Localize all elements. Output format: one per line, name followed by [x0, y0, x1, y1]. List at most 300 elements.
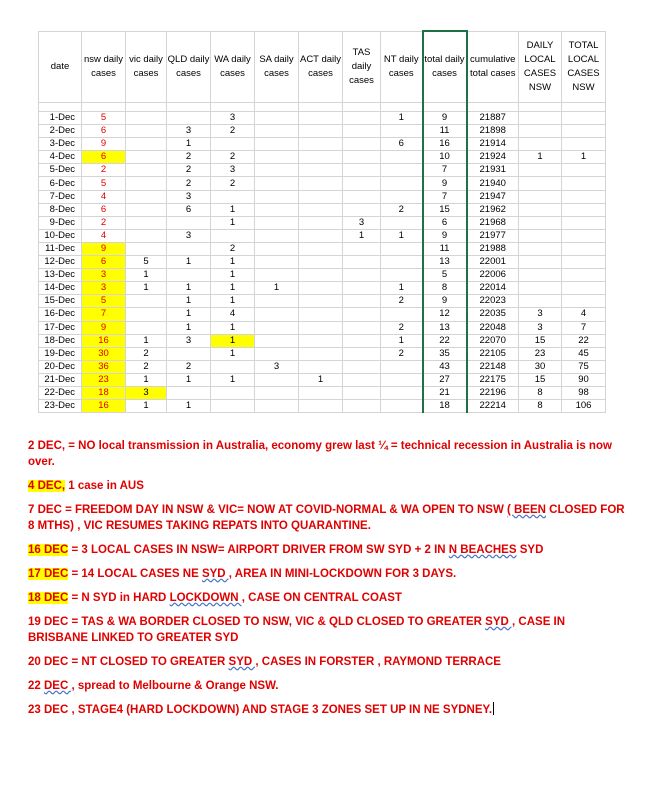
cell-tas[interactable]	[343, 282, 381, 295]
cell-act[interactable]: 1	[299, 373, 343, 386]
cell-total[interactable]: 5	[423, 269, 467, 282]
cell-total-local[interactable]	[562, 242, 606, 255]
cell-vic[interactable]	[126, 216, 167, 229]
cell-cumulative[interactable]: 21968	[467, 216, 519, 229]
cell-wa[interactable]: 1	[211, 203, 255, 216]
cell-vic[interactable]	[126, 177, 167, 190]
cell-nsw[interactable]: 16	[82, 334, 126, 347]
cell-nt[interactable]: 2	[381, 295, 423, 308]
cell-wa[interactable]: 3	[211, 112, 255, 125]
cell-total-local[interactable]: 1	[562, 151, 606, 164]
col-header-nsw[interactable]: nsw daily cases	[82, 31, 126, 103]
cell-daily-local[interactable]	[519, 164, 562, 177]
cell-cumulative[interactable]: 22006	[467, 269, 519, 282]
cell-nt[interactable]	[381, 125, 423, 138]
cell-act[interactable]	[299, 269, 343, 282]
cell-total[interactable]: 13	[423, 321, 467, 334]
cell-cumulative[interactable]: 22196	[467, 386, 519, 399]
cell-wa[interactable]: 4	[211, 308, 255, 321]
cell-cumulative[interactable]: 21940	[467, 177, 519, 190]
cell-daily-local[interactable]	[519, 242, 562, 255]
cell-date[interactable]: 21-Dec	[39, 373, 82, 386]
cell-qld[interactable]: 1	[167, 308, 211, 321]
cell-wa[interactable]: 1	[211, 373, 255, 386]
cell-total-local[interactable]: 45	[562, 347, 606, 360]
cell-total-local[interactable]	[562, 112, 606, 125]
cell-act[interactable]	[299, 125, 343, 138]
cell-cumulative[interactable]: 21924	[467, 151, 519, 164]
cell-nt[interactable]	[381, 256, 423, 269]
cell-daily-local[interactable]	[519, 216, 562, 229]
cell-qld[interactable]: 1	[167, 282, 211, 295]
cell-tas[interactable]	[343, 400, 381, 413]
cell-sa[interactable]: 1	[255, 282, 299, 295]
cell-total[interactable]: 43	[423, 360, 467, 373]
cell-date[interactable]: 19-Dec	[39, 347, 82, 360]
cell-nsw[interactable]: 2	[82, 216, 126, 229]
cell-tas[interactable]	[343, 256, 381, 269]
cell-date[interactable]: 17-Dec	[39, 321, 82, 334]
col-header-date[interactable]: date	[39, 31, 82, 103]
cell-act[interactable]	[299, 321, 343, 334]
cell-total-local[interactable]	[562, 269, 606, 282]
cell-wa[interactable]	[211, 400, 255, 413]
cell-nt[interactable]	[381, 164, 423, 177]
cell-act[interactable]	[299, 360, 343, 373]
cell-date[interactable]: 5-Dec	[39, 164, 82, 177]
cell-wa[interactable]	[211, 386, 255, 399]
cell-qld[interactable]: 2	[167, 177, 211, 190]
cell-tas[interactable]	[343, 321, 381, 334]
cell-nsw[interactable]: 23	[82, 373, 126, 386]
cell-total[interactable]: 9	[423, 229, 467, 242]
cell-vic[interactable]: 1	[126, 334, 167, 347]
cell-wa[interactable]: 2	[211, 242, 255, 255]
cell-sa[interactable]	[255, 256, 299, 269]
cell-tas[interactable]	[343, 242, 381, 255]
cell-total-local[interactable]: 22	[562, 334, 606, 347]
cell-tas[interactable]	[343, 125, 381, 138]
cell-wa[interactable]	[211, 138, 255, 151]
cell-total-local[interactable]	[562, 177, 606, 190]
cell-date[interactable]: 13-Dec	[39, 269, 82, 282]
cell-date[interactable]: 3-Dec	[39, 138, 82, 151]
cell-act[interactable]	[299, 400, 343, 413]
cell-tas[interactable]	[343, 334, 381, 347]
cell-vic[interactable]	[126, 229, 167, 242]
cell-vic[interactable]: 1	[126, 373, 167, 386]
cell-daily-local[interactable]: 15	[519, 373, 562, 386]
cell-qld[interactable]: 1	[167, 256, 211, 269]
cell-sa[interactable]	[255, 164, 299, 177]
cell-total-local[interactable]	[562, 190, 606, 203]
cell-sa[interactable]	[255, 269, 299, 282]
cell-vic[interactable]: 5	[126, 256, 167, 269]
cell-daily-local[interactable]	[519, 112, 562, 125]
col-header-wa[interactable]: WA daily cases	[211, 31, 255, 103]
cell-sa[interactable]	[255, 242, 299, 255]
col-header-daily-local[interactable]: DAILY LOCAL CASES NSW	[519, 31, 562, 103]
cell-total[interactable]: 9	[423, 112, 467, 125]
cell-qld[interactable]	[167, 269, 211, 282]
cell-date[interactable]: 2-Dec	[39, 125, 82, 138]
cell-sa[interactable]	[255, 138, 299, 151]
cell-nt[interactable]	[381, 400, 423, 413]
cell-qld[interactable]: 3	[167, 229, 211, 242]
cell-vic[interactable]	[126, 151, 167, 164]
cell-qld[interactable]: 1	[167, 373, 211, 386]
cell-nt[interactable]	[381, 216, 423, 229]
cell-total-local[interactable]: 106	[562, 400, 606, 413]
cell-nt[interactable]	[381, 190, 423, 203]
cell-total[interactable]: 11	[423, 242, 467, 255]
cell-total[interactable]: 9	[423, 295, 467, 308]
cell-vic[interactable]: 2	[126, 347, 167, 360]
cell-total[interactable]: 22	[423, 334, 467, 347]
cell-cumulative[interactable]: 22175	[467, 373, 519, 386]
cell-nt[interactable]: 1	[381, 334, 423, 347]
cell-nsw[interactable]: 4	[82, 229, 126, 242]
cell-act[interactable]	[299, 112, 343, 125]
cell-act[interactable]	[299, 242, 343, 255]
cell-wa[interactable]: 3	[211, 164, 255, 177]
cell-nsw[interactable]: 6	[82, 125, 126, 138]
cell-total-local[interactable]	[562, 256, 606, 269]
cell-nt[interactable]: 6	[381, 138, 423, 151]
cell-daily-local[interactable]	[519, 295, 562, 308]
cell-nt[interactable]	[381, 151, 423, 164]
cell-cumulative[interactable]: 22035	[467, 308, 519, 321]
cell-wa[interactable]: 2	[211, 125, 255, 138]
cell-sa[interactable]	[255, 347, 299, 360]
cell-nt[interactable]	[381, 360, 423, 373]
cell-sa[interactable]	[255, 334, 299, 347]
col-header-nt[interactable]: NT daily cases	[381, 31, 423, 103]
cell-daily-local[interactable]: 8	[519, 386, 562, 399]
cell-nt[interactable]: 2	[381, 347, 423, 360]
cell-daily-local[interactable]	[519, 190, 562, 203]
cell-nsw[interactable]: 16	[82, 400, 126, 413]
cell-nt[interactable]: 2	[381, 321, 423, 334]
cell-qld[interactable]: 3	[167, 334, 211, 347]
cell-act[interactable]	[299, 151, 343, 164]
cell-qld[interactable]	[167, 242, 211, 255]
cell-total-local[interactable]	[562, 229, 606, 242]
cell-vic[interactable]	[126, 308, 167, 321]
cell-wa[interactable]: 1	[211, 269, 255, 282]
cell-total[interactable]: 35	[423, 347, 467, 360]
cell-date[interactable]: 16-Dec	[39, 308, 82, 321]
cell-qld[interactable]: 2	[167, 151, 211, 164]
cell-act[interactable]	[299, 229, 343, 242]
cell-qld[interactable]	[167, 216, 211, 229]
cell-tas[interactable]: 3	[343, 216, 381, 229]
cell-total[interactable]: 10	[423, 151, 467, 164]
col-header-tas[interactable]: TAS daily cases	[343, 31, 381, 103]
cell-tas[interactable]	[343, 112, 381, 125]
cell-cumulative[interactable]: 22070	[467, 334, 519, 347]
cell-date[interactable]: 23-Dec	[39, 400, 82, 413]
cell-total[interactable]: 11	[423, 125, 467, 138]
cell-qld[interactable]: 3	[167, 125, 211, 138]
cell-date[interactable]: 9-Dec	[39, 216, 82, 229]
cell-wa[interactable]: 1	[211, 347, 255, 360]
cell-wa[interactable]: 2	[211, 177, 255, 190]
cell-nsw[interactable]: 3	[82, 269, 126, 282]
cell-qld[interactable]: 2	[167, 360, 211, 373]
cell-act[interactable]	[299, 308, 343, 321]
cell-tas[interactable]	[343, 151, 381, 164]
cell-tas[interactable]	[343, 373, 381, 386]
cell-total-local[interactable]: 7	[562, 321, 606, 334]
cell-cumulative[interactable]: 21962	[467, 203, 519, 216]
cell-total[interactable]: 9	[423, 177, 467, 190]
cell-daily-local[interactable]	[519, 269, 562, 282]
cell-total[interactable]: 18	[423, 400, 467, 413]
cell-total-local[interactable]	[562, 282, 606, 295]
cell-sa[interactable]	[255, 308, 299, 321]
cell-nsw[interactable]: 3	[82, 282, 126, 295]
cell-date[interactable]: 20-Dec	[39, 360, 82, 373]
cell-cumulative[interactable]: 21898	[467, 125, 519, 138]
cell-nsw[interactable]: 7	[82, 308, 126, 321]
cell-vic[interactable]: 1	[126, 400, 167, 413]
cell-total-local[interactable]	[562, 164, 606, 177]
cell-nsw[interactable]: 36	[82, 360, 126, 373]
cell-daily-local[interactable]	[519, 125, 562, 138]
cell-date[interactable]: 12-Dec	[39, 256, 82, 269]
cell-nsw[interactable]: 18	[82, 386, 126, 399]
cell-total-local[interactable]: 4	[562, 308, 606, 321]
cell-cumulative[interactable]: 21887	[467, 112, 519, 125]
cell-wa[interactable]: 1	[211, 295, 255, 308]
cell-vic[interactable]: 2	[126, 360, 167, 373]
cell-cumulative[interactable]: 21914	[467, 138, 519, 151]
cell-total[interactable]: 27	[423, 373, 467, 386]
cell-qld[interactable]: 1	[167, 321, 211, 334]
cell-sa[interactable]	[255, 112, 299, 125]
cell-cumulative[interactable]: 22105	[467, 347, 519, 360]
cell-wa[interactable]: 1	[211, 256, 255, 269]
cell-tas[interactable]	[343, 190, 381, 203]
cell-sa[interactable]	[255, 216, 299, 229]
cell-cumulative[interactable]: 22048	[467, 321, 519, 334]
cell-total-local[interactable]: 90	[562, 373, 606, 386]
cell-act[interactable]	[299, 282, 343, 295]
cell-nt[interactable]	[381, 242, 423, 255]
col-header-cumulative[interactable]: cumulative total cases	[467, 31, 519, 103]
cell-vic[interactable]	[126, 295, 167, 308]
cell-nsw[interactable]: 9	[82, 138, 126, 151]
cell-sa[interactable]	[255, 400, 299, 413]
cell-sa[interactable]	[255, 373, 299, 386]
cell-sa[interactable]	[255, 203, 299, 216]
cell-tas[interactable]	[343, 386, 381, 399]
cell-cumulative[interactable]: 21988	[467, 242, 519, 255]
col-header-sa[interactable]: SA daily cases	[255, 31, 299, 103]
cell-nt[interactable]: 1	[381, 229, 423, 242]
cell-date[interactable]: 1-Dec	[39, 112, 82, 125]
cell-sa[interactable]	[255, 295, 299, 308]
cell-date[interactable]: 10-Dec	[39, 229, 82, 242]
cell-total[interactable]: 7	[423, 190, 467, 203]
cell-total[interactable]: 7	[423, 164, 467, 177]
cell-sa[interactable]	[255, 125, 299, 138]
cell-cumulative[interactable]: 21947	[467, 190, 519, 203]
cell-daily-local[interactable]: 3	[519, 321, 562, 334]
cell-nt[interactable]	[381, 386, 423, 399]
cell-date[interactable]: 15-Dec	[39, 295, 82, 308]
cell-date[interactable]: 4-Dec	[39, 151, 82, 164]
cell-wa[interactable]: 1	[211, 282, 255, 295]
cell-nsw[interactable]: 5	[82, 177, 126, 190]
col-header-qld[interactable]: QLD daily cases	[167, 31, 211, 103]
cell-date[interactable]: 7-Dec	[39, 190, 82, 203]
cell-total-local[interactable]: 98	[562, 386, 606, 399]
cell-tas[interactable]	[343, 308, 381, 321]
cell-tas[interactable]	[343, 203, 381, 216]
cell-tas[interactable]	[343, 138, 381, 151]
cell-vic[interactable]	[126, 164, 167, 177]
cell-nsw[interactable]: 6	[82, 256, 126, 269]
cell-nt[interactable]: 2	[381, 203, 423, 216]
cell-vic[interactable]	[126, 112, 167, 125]
cell-nsw[interactable]: 5	[82, 295, 126, 308]
cell-sa[interactable]	[255, 177, 299, 190]
cell-vic[interactable]	[126, 321, 167, 334]
cell-tas[interactable]	[343, 269, 381, 282]
cell-cumulative[interactable]: 21931	[467, 164, 519, 177]
cell-tas[interactable]	[343, 347, 381, 360]
cell-vic[interactable]	[126, 138, 167, 151]
cell-nt[interactable]	[381, 373, 423, 386]
cell-total-local[interactable]	[562, 125, 606, 138]
cell-vic[interactable]: 3	[126, 386, 167, 399]
cell-daily-local[interactable]	[519, 203, 562, 216]
cell-daily-local[interactable]: 3	[519, 308, 562, 321]
cell-wa[interactable]	[211, 229, 255, 242]
cell-nsw[interactable]: 2	[82, 164, 126, 177]
cell-daily-local[interactable]: 30	[519, 360, 562, 373]
cell-nt[interactable]	[381, 269, 423, 282]
cell-wa[interactable]	[211, 190, 255, 203]
cell-tas[interactable]	[343, 164, 381, 177]
cell-nt[interactable]: 1	[381, 112, 423, 125]
cell-cumulative[interactable]: 21977	[467, 229, 519, 242]
cell-total-local[interactable]	[562, 138, 606, 151]
cell-vic[interactable]: 1	[126, 282, 167, 295]
cell-daily-local[interactable]	[519, 256, 562, 269]
cell-act[interactable]	[299, 386, 343, 399]
cell-act[interactable]	[299, 216, 343, 229]
cell-qld[interactable]: 1	[167, 400, 211, 413]
cell-tas[interactable]	[343, 177, 381, 190]
cell-daily-local[interactable]: 23	[519, 347, 562, 360]
cell-act[interactable]	[299, 190, 343, 203]
cell-wa[interactable]	[211, 360, 255, 373]
cell-qld[interactable]: 6	[167, 203, 211, 216]
cell-act[interactable]	[299, 203, 343, 216]
cell-wa[interactable]: 2	[211, 151, 255, 164]
col-header-vic[interactable]: vic daily cases	[126, 31, 167, 103]
cell-act[interactable]	[299, 347, 343, 360]
cell-vic[interactable]: 1	[126, 269, 167, 282]
cell-nsw[interactable]: 5	[82, 112, 126, 125]
cell-wa[interactable]: 1	[211, 216, 255, 229]
cell-total-local[interactable]	[562, 216, 606, 229]
cell-wa[interactable]: 1	[211, 334, 255, 347]
cell-nsw[interactable]: 30	[82, 347, 126, 360]
cell-nsw[interactable]: 4	[82, 190, 126, 203]
cell-nsw[interactable]: 6	[82, 151, 126, 164]
cell-vic[interactable]	[126, 203, 167, 216]
cell-cumulative[interactable]: 22001	[467, 256, 519, 269]
cell-wa[interactable]: 1	[211, 321, 255, 334]
cell-qld[interactable]: 3	[167, 190, 211, 203]
col-header-total[interactable]: total daily cases	[423, 31, 467, 103]
cell-date[interactable]: 14-Dec	[39, 282, 82, 295]
cell-total[interactable]: 21	[423, 386, 467, 399]
cell-tas[interactable]	[343, 295, 381, 308]
cell-total-local[interactable]	[562, 203, 606, 216]
cell-sa[interactable]	[255, 321, 299, 334]
cell-daily-local[interactable]	[519, 229, 562, 242]
cell-total-local[interactable]	[562, 295, 606, 308]
cell-act[interactable]	[299, 164, 343, 177]
cell-daily-local[interactable]: 8	[519, 400, 562, 413]
cell-date[interactable]: 11-Dec	[39, 242, 82, 255]
cell-daily-local[interactable]	[519, 282, 562, 295]
cell-total[interactable]: 12	[423, 308, 467, 321]
cell-vic[interactable]	[126, 125, 167, 138]
cell-tas[interactable]: 1	[343, 229, 381, 242]
cell-daily-local[interactable]	[519, 177, 562, 190]
cell-total[interactable]: 6	[423, 216, 467, 229]
cell-sa[interactable]	[255, 190, 299, 203]
cell-qld[interactable]: 1	[167, 295, 211, 308]
cell-act[interactable]	[299, 334, 343, 347]
cell-qld[interactable]	[167, 112, 211, 125]
cell-cumulative[interactable]: 22214	[467, 400, 519, 413]
cell-act[interactable]	[299, 177, 343, 190]
cell-total-local[interactable]: 75	[562, 360, 606, 373]
cell-vic[interactable]	[126, 190, 167, 203]
cell-daily-local[interactable]: 15	[519, 334, 562, 347]
cell-vic[interactable]	[126, 242, 167, 255]
cell-nt[interactable]: 1	[381, 282, 423, 295]
cell-date[interactable]: 22-Dec	[39, 386, 82, 399]
cell-sa[interactable]	[255, 151, 299, 164]
cell-daily-local[interactable]	[519, 138, 562, 151]
cell-act[interactable]	[299, 295, 343, 308]
cell-date[interactable]: 8-Dec	[39, 203, 82, 216]
cell-qld[interactable]: 1	[167, 138, 211, 151]
cell-sa[interactable]: 3	[255, 360, 299, 373]
cell-tas[interactable]	[343, 360, 381, 373]
cell-act[interactable]	[299, 256, 343, 269]
cell-nsw[interactable]: 9	[82, 242, 126, 255]
col-header-act[interactable]: ACT daily cases	[299, 31, 343, 103]
cell-nt[interactable]	[381, 308, 423, 321]
cell-cumulative[interactable]: 22148	[467, 360, 519, 373]
cell-cumulative[interactable]: 22014	[467, 282, 519, 295]
cell-qld[interactable]	[167, 347, 211, 360]
cell-qld[interactable]: 2	[167, 164, 211, 177]
cell-qld[interactable]	[167, 386, 211, 399]
cell-total[interactable]: 16	[423, 138, 467, 151]
cell-act[interactable]	[299, 138, 343, 151]
cell-date[interactable]: 6-Dec	[39, 177, 82, 190]
